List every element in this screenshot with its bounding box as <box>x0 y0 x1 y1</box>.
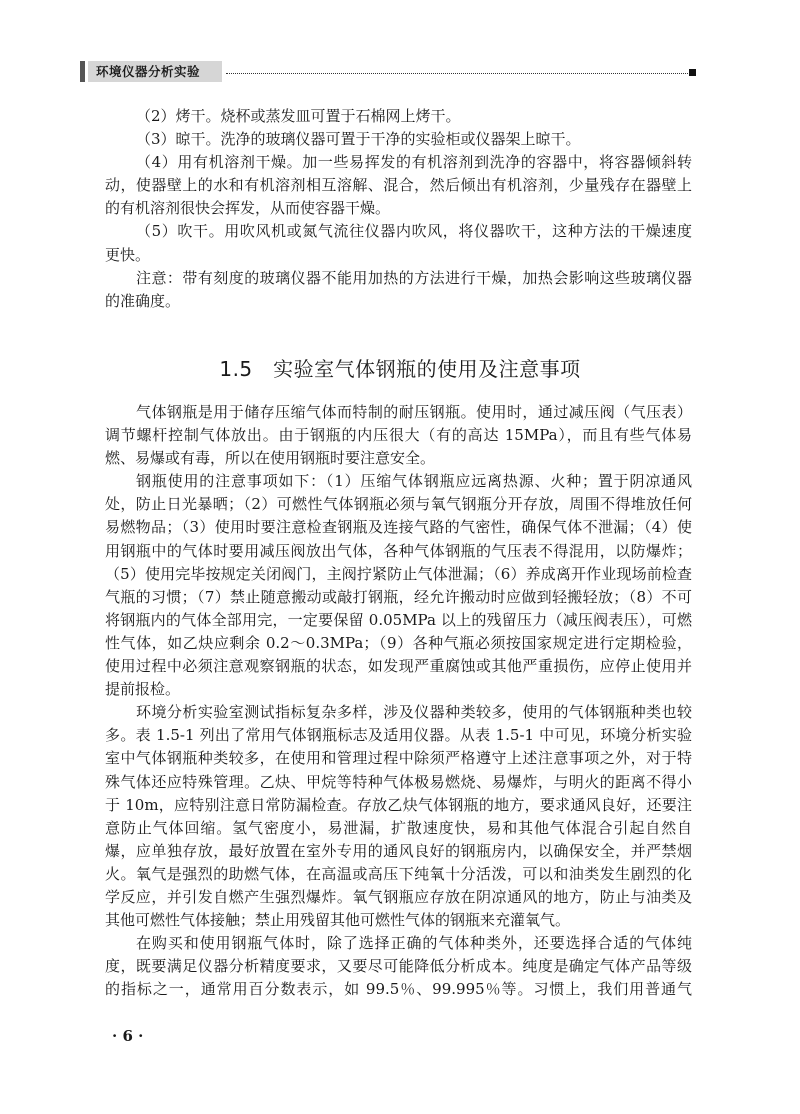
text-line: 易燃物品；（3）使用时要注意检查钢瓶及连接气路的气密性，确保气体不泄漏；（4）使 <box>105 518 692 537</box>
text-line: 学反应，并引发自燃产生强烈爆炸。氧气钢瓶应存放在阴凉通风的地方，防止与油类及 <box>105 887 692 906</box>
text-line: （4）用有机溶剂干燥。加一些易挥发的有机溶剂到洗净的容器中，将容器倾斜转 <box>136 153 692 172</box>
text-line: 注意：带有刻度的玻璃仪器不能用加热的方法进行干燥，加热会影响这些玻璃仪器 <box>136 268 692 287</box>
text-line: （5）使用完毕按规定关闭阀门，主阀拧紧防止气体泄漏；（6）养成离开作业现场前检查 <box>105 564 692 583</box>
text-line: 殊气体还应特殊管理。乙炔、甲烷等特种气体极易燃烧、易爆炸，与明火的距离不得小 <box>105 772 692 791</box>
running-header-title: 环境仪器分析实验 <box>88 61 222 82</box>
text-line: 火。氧气是强烈的助燃气体，在高温或高压下纯氧十分活泼，可以和油类发生剧烈的化 <box>105 864 692 883</box>
text-line: 多。表 1.5-1 列出了常用气体钢瓶标志及适用仪器。从表 1.5-1 中可见，环境分析实验 <box>105 726 692 745</box>
text-line: 爆，应单独存放，最好放置在室外专用的通风良好的钢瓶房内，以确保安全，并严禁烟 <box>105 841 692 860</box>
text-line: （5）吹干。用吹风机或氮气流往仪器内吹风，将仪器吹干，这种方法的干燥速度 <box>136 222 692 241</box>
text-line: 性气体，如乙炔应剩余 0.2～0.3MPa；（9）各种气瓶必须按国家规定进行定期检验， <box>105 633 692 652</box>
paragraph <box>105 401 692 470</box>
paragraph <box>105 151 692 220</box>
text-line: 室中气体钢瓶种类较多，在使用和管理过程中除须严格遵守上述注意事项之外，对于特 <box>105 749 692 768</box>
text-line: 在购买和使用钢瓶气体时，除了选择正确的气体种类外，还要选择合适的气体纯 <box>136 934 692 953</box>
paragraph <box>105 932 692 1001</box>
text-line: 环境分析实验室测试指标复杂多样，涉及仪器种类较多，使用的气体钢瓶种类也较 <box>136 703 692 722</box>
text-line: （2）烤干。烧杯或蒸发皿可置于石棉网上烤干。 <box>136 107 461 125</box>
text-line: 处，防止日光暴晒；（2）可燃性气体钢瓶必须与氧气钢瓶分开存放，周围不得堆放任何 <box>105 495 692 514</box>
paragraph <box>105 105 692 128</box>
text-line: 使用过程中必须注意观察钢瓶的状态，如发现严重腐蚀或其他严重损伤，应停止使用并 <box>105 657 692 676</box>
text-line: 的指标之一，通常用百分数表示，如 99.5％、99.995％等。习惯上，我们用普通气 <box>105 980 692 999</box>
text-line: 钢瓶使用的注意事项如下：（1）压缩气体钢瓶应远离热源、火种；置于阴凉通风 <box>136 472 692 491</box>
text-line: 的有机溶剂很快会挥发，从而使容器干燥。 <box>105 199 391 218</box>
section-2-body <box>105 401 692 1001</box>
paragraph <box>105 267 692 313</box>
text-line: 提前报检。 <box>105 680 181 699</box>
text-line: 调节螺杆控制气体放出。由于钢瓶的内压很大（有的高达 15MPa），而且有些气体易 <box>105 426 692 445</box>
text-line: （3）晾干。洗净的玻璃仪器可置于干净的实验柜或仪器架上晾干。 <box>136 130 581 149</box>
section-heading: 1.5 实验室气体钢瓶的使用及注意事项 <box>219 357 581 381</box>
running-header-square-marker <box>689 69 696 76</box>
paragraph <box>105 701 692 932</box>
paragraph <box>105 470 692 701</box>
section-1-body <box>105 105 692 313</box>
text-line: 其他可燃性气体接触；禁止用残留其他可燃性气体的钢瓶来充灌氧气。 <box>105 911 571 930</box>
text-line: 气瓶的习惯；（7）禁止随意搬动或敲打钢瓶，经允许搬动时应做到轻搬轻放；（8）不可 <box>105 587 692 606</box>
page-number: · 6 · <box>112 1027 144 1045</box>
text-line: 意防止气体回缩。氢气密度小，易泄漏，扩散速度快，易和其他气体混合引起自然自 <box>105 818 692 837</box>
text-line: 的准确度。 <box>105 291 181 310</box>
running-header-dotted-rule <box>226 73 688 74</box>
paragraph <box>105 128 692 151</box>
text-line: 度，既要满足仪器分析精度要求，又要尽可能降低分析成本。纯度是确定气体产品等级 <box>105 957 692 976</box>
text-line: 动，使器壁上的水和有机溶剂相互溶解、混合，然后倾出有机溶剂，少量残存在器壁上 <box>105 176 692 195</box>
paragraph <box>105 220 692 266</box>
text-line: 燃、易爆或有毒，所以在使用钢瓶时要注意安全。 <box>105 449 436 468</box>
text-line: 将钢瓶内的气体全部用完，一定要保留 0.05MPa 以上的残留压力（减压阀表压），可燃 <box>105 610 692 629</box>
text-line: 气体钢瓶是用于储存压缩气体而特制的耐压钢瓶。使用时，通过减压阀（气压表） <box>136 403 692 421</box>
text-line: 用钢瓶中的气体时要用减压阀放出气体，各种气体钢瓶的气压表不得混用，以防爆炸； <box>105 541 692 560</box>
text-line: 更快。 <box>105 245 151 264</box>
text-line: 于 10m，应特别注意日常防漏检查。存放乙炔气体钢瓶的地方，要求通风良好，还要注 <box>105 795 692 814</box>
running-header-bar <box>80 61 85 82</box>
